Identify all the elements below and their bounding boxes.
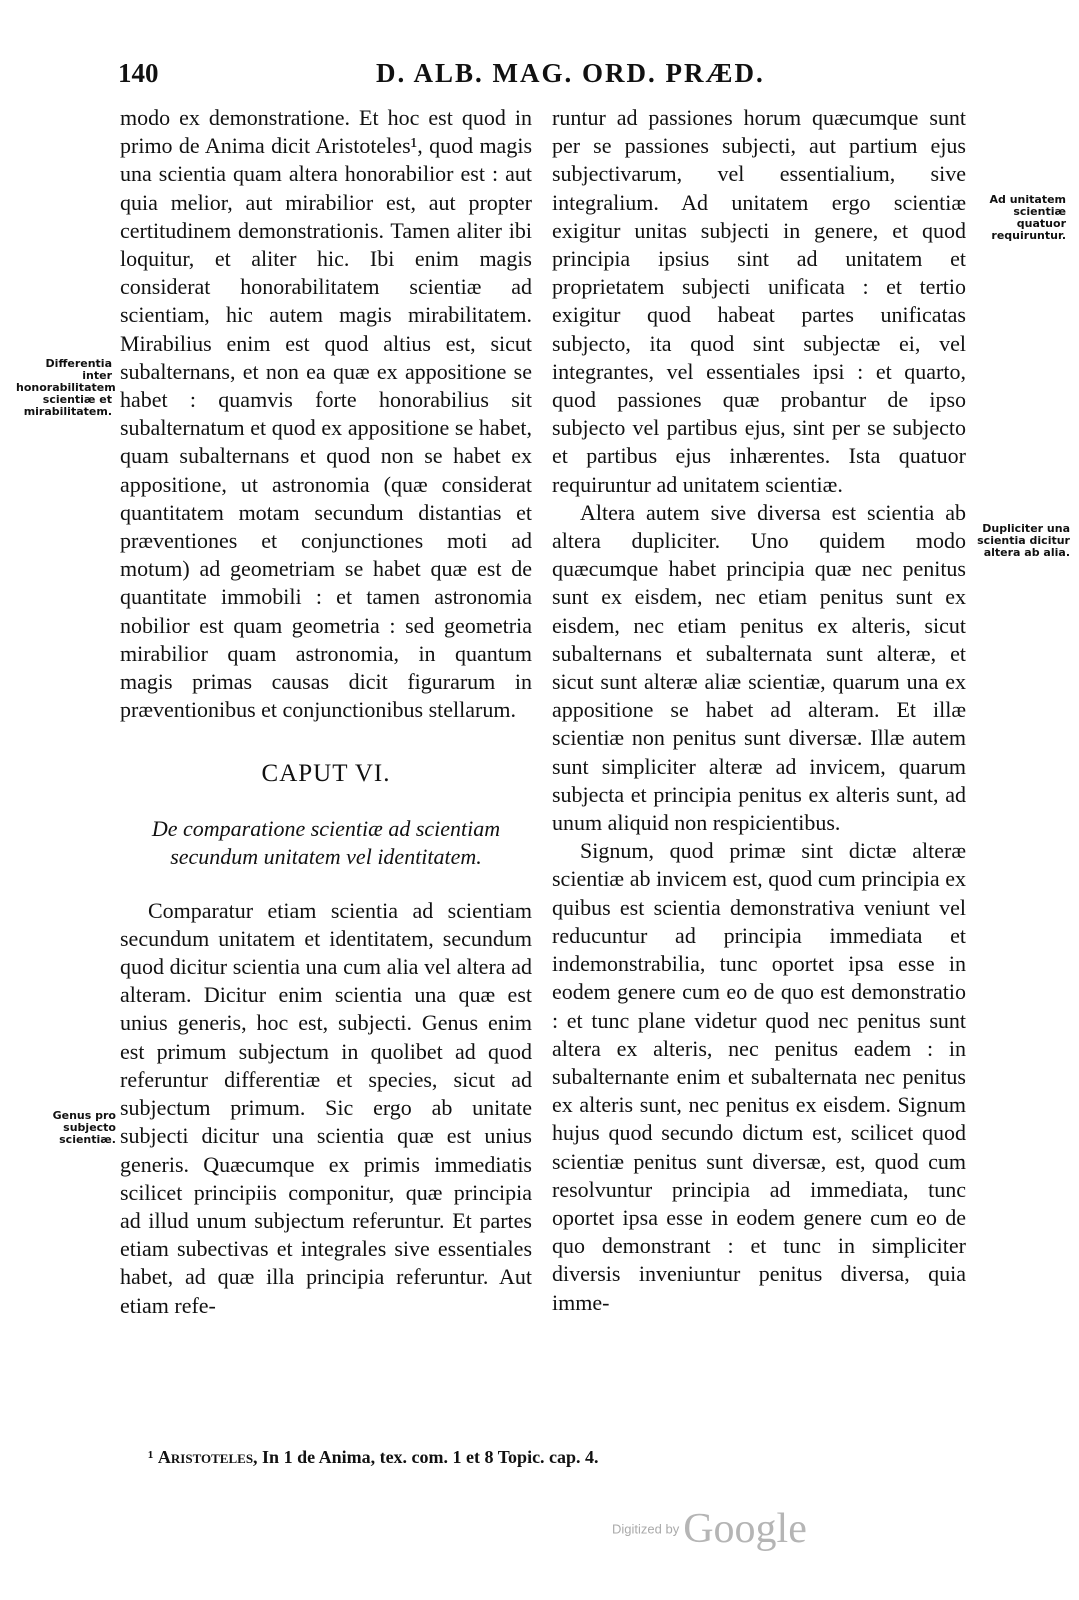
margin-note-dupliciter: Dupliciter una scientia dicitur altera ab alia.	[977, 522, 1070, 559]
margin-note-unitatem: Ad unitatem scientiæ quatuor requiruntur.	[989, 193, 1066, 242]
running-title: D. ALB. MAG. ORD. PRÆD.	[376, 58, 765, 88]
page-number: 140	[118, 58, 159, 88]
left-column	[120, 104, 532, 1320]
chapter-heading: CAPUT VI.	[261, 760, 391, 788]
google-logo: Google	[683, 1506, 807, 1552]
right-paragraph-2: Altera autem sive diversa est scientia ab altera dupliciter. Uno quidem modo quæcumque habet principia quæ nec penitus sunt ex eisdem, nec etiam penitus sunt ex eisdem, nec etiam penitus ex alteris, sicut subalternans et subalternata sunt alteræ, et sicut sunt alteræ aliæ scientiæ, quarum una ex appositione se habet ad alteram. Et illæ scientiæ non penitus sunt diversæ. Illæ autem sunt simpliciter alteræ ad invicem, quarum subjecta et principia penitus ex alteris sunt, ad unum aliquid non respicientibus.	[552, 499, 966, 836]
chapter-subtitle: De comparatione scientiæ ad scientiam secundum unitatem vel identitatem.	[151, 815, 501, 869]
footnote	[148, 1447, 599, 1468]
margin-note-genus: Genus pro subjecto scientiæ.	[52, 1109, 116, 1146]
left-paragraph-1: modo ex demonstratione. Et hoc est quod in primo de Anima dicit Aristoteles¹, quod magis una scientia quam altera honorabilior est : aut quia melior, aut mirabilior est, aut propter certitudinem demonstrationis. Tamen aliter ibi loquitur, et aliter hic. Ibi enim magis considerat honorabilitatem scientiæ ad scientiam, hic autem magis mirabilitatem. Mirabilius enim est quod altius est, sicut subalternans, et non ea quæ ex appositione se habet : quamvis forte honorabilius sit subalternatum et quod ex appositione se habet, quam subalternans et quod non se habet ex appositione, ut astronomia (quæ considerat quantitatem motam secundum distantias et præventiones et conjunctiones moti ad motum) ad geometriam se habet quæ est de quantitate immobili : et tamen astronomia nobilior est quam geometria : sed geometria mirabilior quam astronomia, in quantum magis primas causas dicit figurarum in præventionibus et conjunctionibus stellarum.	[120, 105, 532, 723]
right-paragraph-1: runtur ad passiones horum quæcumque sunt per se passiones subjecti, aut partium ejus subjectivarum, vel essentialium, sive integralium. Ad unitatem ergo scientiæ exigitur unitas subjecti in genere, et quod principia ipsius sint ad unitatem et proprietatem subjecti unificata : et tertio exigitur quod habeat partes unificatas subjecto, ita quod sint subjectæ ei, vel integrantes, vel essentiales ipsi : et quarto, quod passiones quæ probantur de ipso subjecto vel partibus ejus, sint per se subjecto et partibus ejus inhærentes. Ista quatuor requiruntur ad unitatem scientiæ.	[552, 105, 966, 497]
footnote-text: In 1 de Anima, tex. com. 1 et 8 Topic. cap. 4.	[257, 1447, 599, 1467]
right-paragraph-3: Signum, quod primæ sint dictæ alteræ scientiæ ab invicem est, quod cum principia ex quibus est scientia demonstrativa veniunt vel reducuntur ad principia immediata et indemonstrabilia, tunc oportet ipsa esse in eodem genere cum eo de quo est demonstratio : et tunc plane videtur quod nec penitus sunt altera ex alteris, nec penitus eadem : in subalternante enim et subalternata nec penitus ex alteris sunt, nec penitus ex eisdem. Signum hujus quod secundo dictum est, scilicet quod scientiæ penitus sunt diversæ, est, quod cum resolvuntur principia ad immediata, tunc oportet ipsa esse in eodem genere cum eo de quo demonstrant : et tunc in simpliciter diversis inveniuntur penitus diversa, quia imme-	[552, 838, 966, 1315]
footnote-author: Aristoteles,	[157, 1447, 258, 1467]
digitized-watermark	[612, 1505, 807, 1553]
left-paragraph-2: Comparatur etiam scientia ad scientiam secundum unitatem et identitatem, secundum quod dicitur scientia una cum alia vel altera ad alteram. Dicitur enim scientia una quæ est unius generis, hoc est, subjecti. Genus enim est primum subjectum in quolibet ad quod referuntur differentiæ et species, sicut ad subjectum primum. Sic ergo ab unitate subjecti dicitur una scientia quæ est unius generis. Quæcumque ex primis immediatis scilicet principiis componitur, quæ principia ad illud unum subjectum referuntur. Et partes etiam subectivas et integrales sive essentiales habet, ad quæ illa principia referuntur. Aut etiam refe-	[120, 897, 532, 1318]
page-header	[0, 58, 1079, 94]
right-column	[552, 104, 966, 1317]
footnote-marker: ¹	[148, 1447, 154, 1467]
margin-note-differentia: Differentia inter honorabilitatem scientiæ et mirabilitatem.	[16, 357, 116, 418]
watermark-prefix: Digitized by	[612, 1521, 680, 1537]
